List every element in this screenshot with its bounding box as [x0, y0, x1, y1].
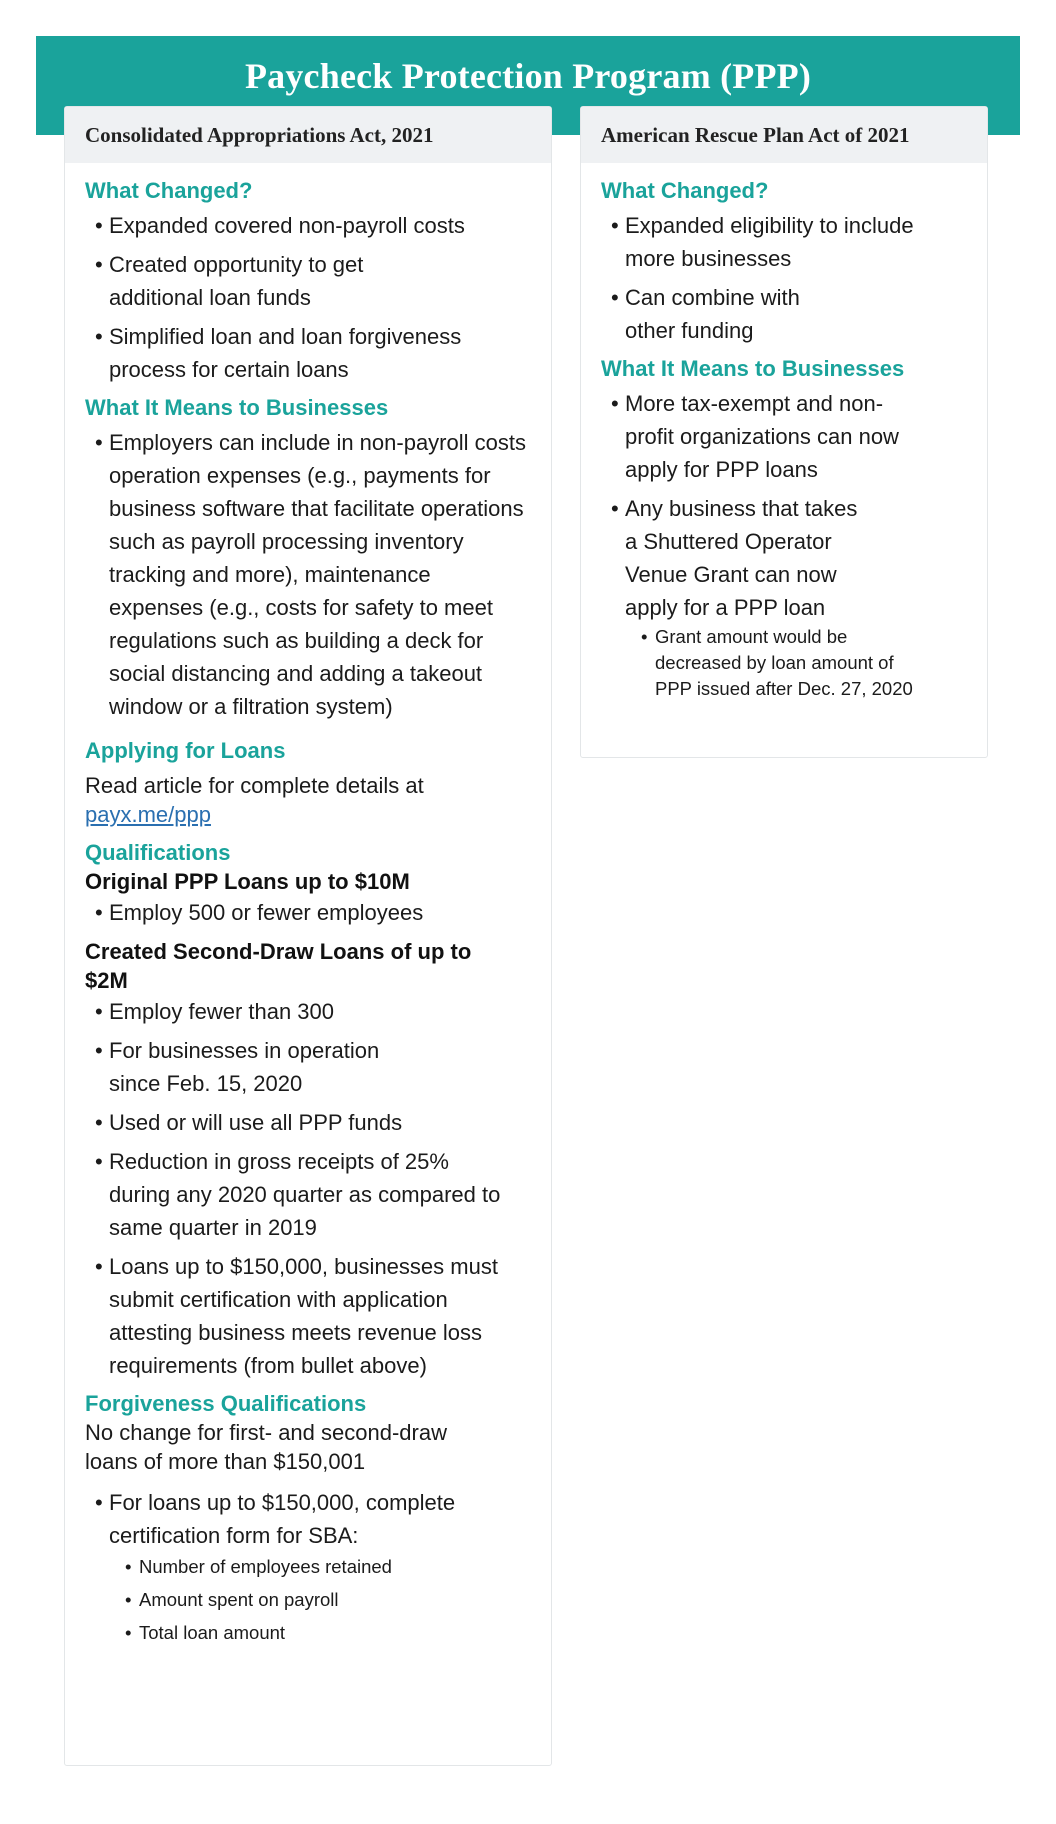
what-changed-list: [85, 209, 529, 386]
what-it-means-sub-list: [601, 624, 965, 702]
list-item: • Created opportunity to get additional loan funds: [85, 248, 409, 314]
what-changed-heading: What Changed?: [85, 178, 253, 203]
list-item: • Number of employees retained: [85, 1554, 529, 1580]
forgiveness-item-text: For loans up to $150,000, complete certification form for SBA:: [109, 1490, 456, 1548]
what-it-means-heading: What It Means to Businesses: [85, 395, 389, 420]
card-consolidated-appropriations-act: [64, 106, 552, 1766]
list-item: • Total loan amount: [85, 1620, 529, 1646]
qualifications-heading: Qualifications: [85, 840, 231, 865]
forgiveness-text: No change for first- and second-draw loans of more than $150,001: [85, 1420, 447, 1474]
second-draw-heading: Created Second-Draw Loans of up to $2M: [85, 939, 472, 993]
what-it-means-list: [601, 387, 965, 624]
forgiveness-heading: Forgiveness Qualifications: [85, 1391, 367, 1416]
list-item: • Used or will use all PPP funds: [85, 1106, 529, 1139]
list-item: • More tax-exempt and non-profit organizations can now apply for PPP loans: [601, 387, 905, 486]
card-american-rescue-plan-act: [580, 106, 988, 758]
forgiveness-list: [85, 1486, 529, 1552]
applying-description: Read article for complete details at: [85, 773, 424, 798]
what-it-means-list: [85, 426, 529, 723]
card-header-right: American Rescue Plan Act of 2021: [581, 107, 987, 163]
what-changed-heading: What Changed?: [601, 178, 769, 203]
list-item: • Can combine with other funding: [601, 281, 845, 347]
page-title: Paycheck Protection Program (PPP): [244, 56, 812, 96]
second-draw-list: [85, 995, 529, 1382]
list-item: [85, 1486, 529, 1552]
applying-text: [85, 771, 529, 829]
list-item: • Employ fewer than 300: [85, 995, 529, 1028]
what-changed-list: [601, 209, 965, 347]
list-item: • Expanded eligibility to include more businesses: [601, 209, 915, 275]
list-item: • Amount spent on payroll: [85, 1587, 529, 1613]
list-item: • Grant amount would be decreased by loan amount of PPP issued after Dec. 27, 2020: [601, 624, 915, 702]
list-item: • For businesses in operation since Feb. 15, 2020: [85, 1034, 409, 1100]
original-loans-heading: Original PPP Loans up to $10M: [85, 869, 410, 894]
list-item: • Loans up to $150,000, businesses must submit certification with application attesting business meets revenue loss requirements (from bullet above): [85, 1250, 499, 1382]
forgiveness-sub-list: [85, 1554, 529, 1646]
card-header-left: Consolidated Appropriations Act, 2021: [65, 107, 551, 163]
list-item: • Any business that takes a Shuttered Operator Venue Grant can now apply for a PPP loan: [601, 492, 875, 624]
article-link[interactable]: payx.me/ppp: [85, 802, 211, 827]
list-item: • Simplified loan and loan forgiveness process for certain loans: [85, 320, 479, 386]
original-loans-list: [85, 896, 529, 929]
applying-heading: Applying for Loans: [85, 738, 286, 763]
list-item: • Reduction in gross receipts of 25% during any 2020 quarter as compared to same quarter in 2019: [85, 1145, 509, 1244]
list-item: • Employers can include in non-payroll costs operation expenses (e.g., payments for business software that facilitate operations such as payroll processing inventory tracking and more), maintenance expenses (e.g., costs for safety to meet regulations such as building a deck for social distancing and adding a takeout window or a filtration system): [85, 426, 529, 723]
what-it-means-heading: What It Means to Businesses: [601, 356, 905, 381]
list-item: • Employ 500 or fewer employees: [85, 896, 529, 929]
list-item: • Expanded covered non-payroll costs: [85, 209, 479, 242]
